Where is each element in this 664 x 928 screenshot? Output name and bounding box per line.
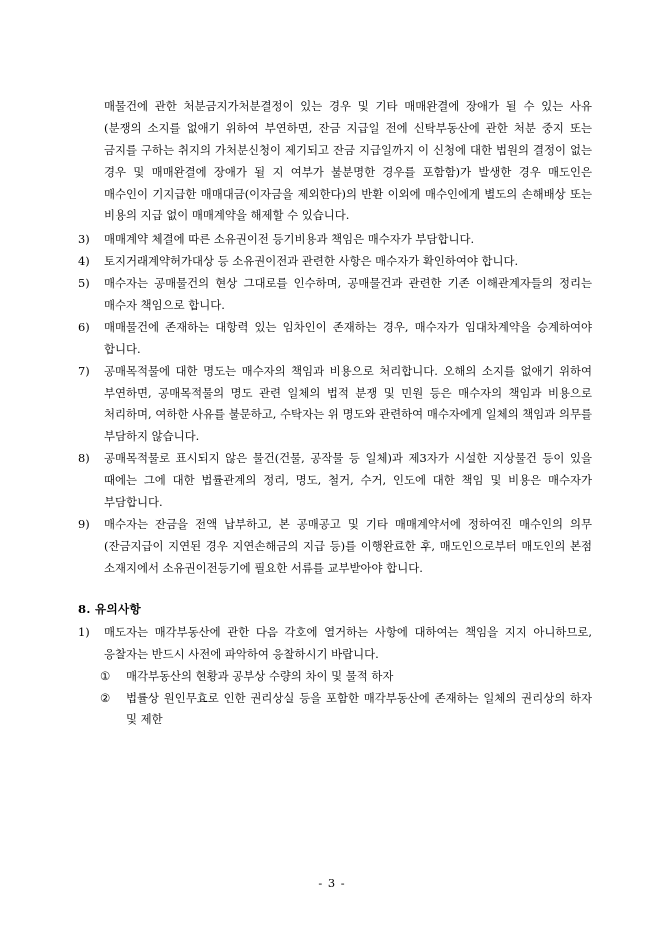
circled-sub-item-list	[72, 666, 592, 732]
list-item	[72, 229, 592, 251]
list-item	[72, 251, 592, 273]
document-body	[72, 96, 592, 731]
list-item-text: 매수자는 공매물건의 현상 그대로를 인수하며, 공매물건과 관련한 기존 이해관계자들의 정리는 매수자 책임으로 합니다.	[104, 276, 592, 313]
list-item-marker: 1)	[78, 624, 90, 639]
list-item	[72, 622, 592, 666]
list-item-text: 공매목적물로 표시되지 않은 물건(건물, 공작물 등 일체)과 제3자가 시설한 지상물건 등이 있을 때에는 그에 대한 법률관계의 정리, 명도, 철거, 수거, 인도에 대한 책임 및 비용은 매수자가 부담합니다.	[104, 451, 592, 510]
list-item	[72, 666, 592, 688]
section-heading: 8. 유의사항	[78, 601, 142, 616]
section-item-list	[72, 622, 592, 666]
list-item	[72, 448, 592, 514]
list-item-text: 매도자는 매각부동산에 관한 다음 각호에 열거하는 사항에 대하여는 책임을 지지 아니하므로, 응찰자는 반드시 사전에 파악하여 응찰하시기 바랍니다.	[104, 624, 592, 661]
list-item-marker: 9)	[78, 516, 90, 531]
list-item-marker: 5)	[78, 276, 90, 291]
list-item	[72, 273, 592, 317]
list-item-text: 매각부동산의 현황과 공부상 수량의 차이 및 물적 하자	[126, 668, 394, 683]
list-item-text: 매매계약 체결에 따른 소유권이전 등기비용과 책임은 매수자가 부담합니다.	[104, 232, 475, 247]
list-item-marker: 7)	[78, 363, 90, 378]
list-item	[72, 317, 592, 361]
list-item-marker: 3)	[78, 232, 90, 247]
list-item	[72, 688, 592, 732]
numbered-clause-list	[72, 229, 592, 579]
list-item-text: 법률상 원인무효로 인한 권리상실 등을 포함한 매각부동산에 존재하는 일체의 권리상의 하자 및 제한	[126, 690, 592, 727]
list-item-marker: ①	[100, 668, 111, 683]
list-item-marker: 4)	[78, 254, 90, 269]
list-item-text: 토지거래계약허가대상 등 소유권이전과 관련한 사항은 매수자가 확인하여야 합니다.	[104, 254, 519, 269]
list-item-text: 매매물건에 존재하는 대항력 있는 임차인이 존재하는 경우, 매수자가 임대차계약을 승계하여야 합니다.	[104, 319, 592, 356]
list-item-marker: ②	[100, 690, 111, 705]
list-item	[72, 514, 592, 580]
list-item-text: 매수자는 잔금을 전액 납부하고, 본 공매공고 및 기타 매매계약서에 정하여진 매수인의 의무(잔금지급이 지연된 경우 지연손해금의 지급 등)를 이행완료한 후, 매도인으로부터 매도인의 본점 소재지에서 소유권이전등기에 필요한 서류를 교부받아야 합니다.	[104, 516, 592, 575]
list-item	[72, 361, 592, 449]
list-item-text: 공매목적물에 대한 명도는 매수자의 책임과 비용으로 처리합니다. 오해의 소지를 없애기 위하여 부연하면, 공매목적물의 명도 관련 일체의 법적 분쟁 및 민원 등은 매수자의 책임과 비용으로 처리하며, 여하한 사유를 불문하고, 수탁자는 위 명도와 관련하여 매수자에게 일체의 책임과 의무를 부담하지 않습니다.	[104, 363, 592, 444]
continued-paragraph: 매물건에 관한 처분금지가처분결정이 있는 경우 및 기타 매매완결에 장애가 될 수 있는 사유(분쟁의 소지를 없애기 위하여 부연하면, 잔금 지급일 전에 신탁부동산에 관한 처분 중지 또는 금지를 구하는 취지의 가처분신청이 제기되고 잔금 지급일까지 이 신청에 대한 법원의 결정이 없는 경우 및 매매완결에 장애가 될 지 여부가 불분명한 경우를 포함함)가 발생한 경우 매도인은 매수인이 기지급한 매매대금(이자금을 제외한다)의 반환 이외에 매수인에게 별도의 손해배상 또는 비용의 지급 없이 매매계약을 해제할 수 있습니다.	[104, 99, 592, 223]
list-item-marker: 6)	[78, 319, 90, 334]
list-item-marker: 8)	[78, 451, 90, 466]
page-number: - 3 -	[318, 876, 346, 890]
